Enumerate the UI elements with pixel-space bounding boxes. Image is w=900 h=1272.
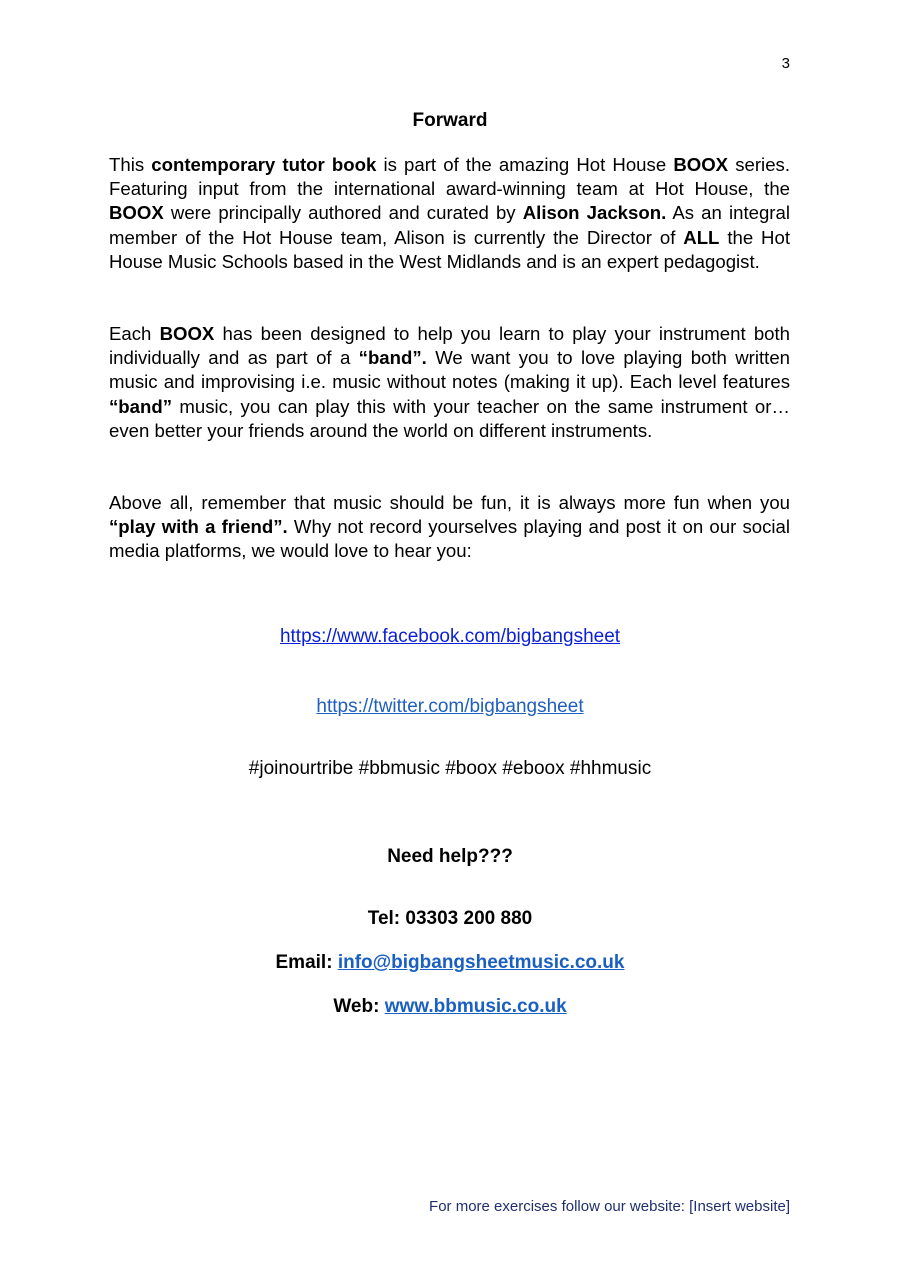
- email-label: Email:: [275, 952, 338, 973]
- web-link[interactable]: www.bbmusic.co.uk: [384, 996, 567, 1017]
- telephone: Tel: 03303 200 880: [367, 908, 533, 929]
- email-row: [0, 952, 900, 974]
- hashtags: #joinourtribe #bbmusic #boox #eboox #hhmusic: [248, 758, 652, 779]
- web-label: Web:: [333, 996, 385, 1017]
- page-title: Forward: [412, 110, 488, 131]
- facebook-link[interactable]: https://www.facebook.com/bigbangsheet: [279, 626, 621, 647]
- intro-paragraph: This contemporary tutor book is part of the amazing Hot House BOOX series. Featuring input from the international award-winning team at Hot House, the BOOX were principally authored and curated by Alison Jackson. As an integral member of the Hot House team, Alison is currently the Director of ALL the Hot House Music Schools based in the West Midlands and is an expert pedagogist.: [109, 154, 790, 272]
- twitter-link[interactable]: https://twitter.com/bigbangsheet: [316, 696, 584, 717]
- fun-paragraph: Above all, remember that music should be fun, it is always more fun when you “play with a friend”. Why not record yourselves playing and post it on our social media platforms, we would love to hear you:: [109, 492, 790, 562]
- web-row: [0, 996, 900, 1018]
- page-number: 3: [781, 55, 790, 72]
- twitter-link-row: [0, 696, 900, 718]
- email-link[interactable]: info@bigbangsheetmusic.co.uk: [337, 952, 625, 973]
- boox-paragraph: Each BOOX has been designed to help you learn to play your instrument both individually and as part of a “band”. We want you to love playing both written music and improvising i.e. music without notes (making it up). Each level features “band” music, you can play this with your teacher on the same instrument or… even better your friends around the world on different instruments.: [109, 323, 791, 441]
- facebook-link-row: [0, 626, 900, 648]
- help-heading: Need help???: [387, 846, 513, 867]
- footer-text: For more exercises follow our website: [Insert website]: [429, 1198, 790, 1215]
